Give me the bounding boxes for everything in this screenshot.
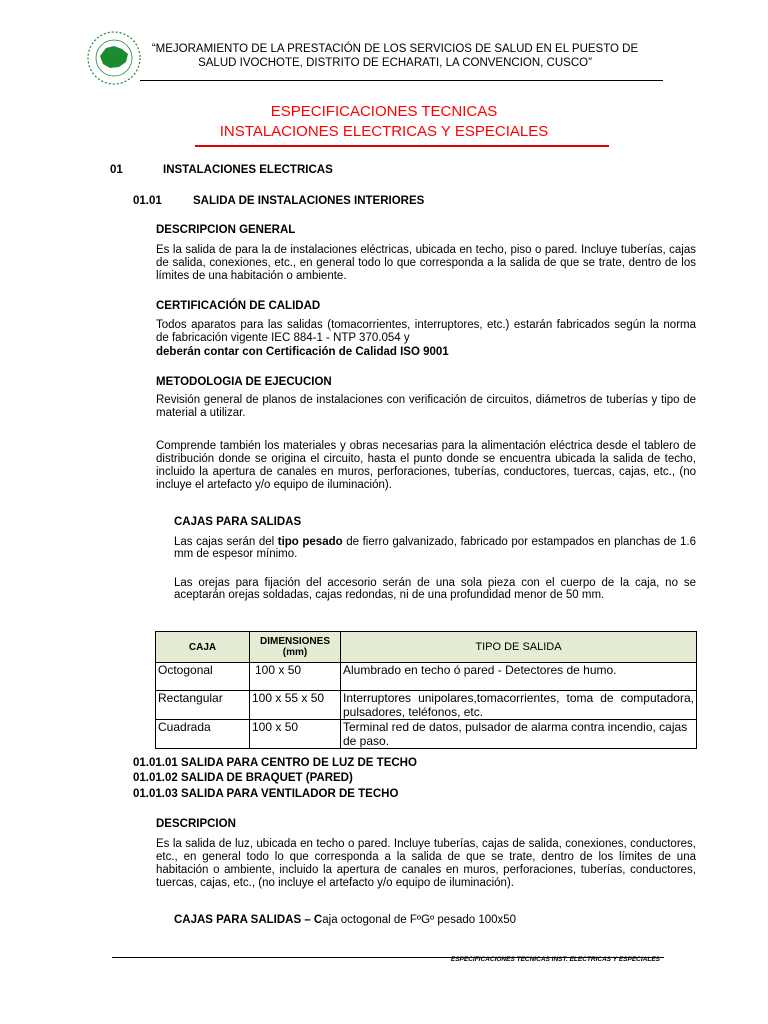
cajas-paragraph-1 [174,536,696,560]
metodologia-text-1: Revisión general de planos de instalaciones con verificación de circuitos, diámetros de tuberías y tipo de material a utilizar. [156,394,696,419]
cajas-table [155,631,697,749]
table-cell-tipo: Interruptores unipolares,tomacorrientes, toma de computadora, pulsadores, teléfonos, etc. [341,691,697,720]
table-header-tipo: TIPO DE SALIDA [341,632,697,663]
table-cell-tipo: Alumbrado en techo ó pared - Detectores de humo. [341,663,697,691]
table-cell-caja: Cuadrada [156,720,250,749]
list-item: 01.01.03 SALIDA PARA VENTILADOR DE TECHO [133,788,399,800]
section-title: INSTALACIONES ELECTRICAS [163,164,333,176]
title-underline [195,145,609,147]
project-header-line2: SALUD IVOCHOTE, DISTRITO DE ECHARATI, LA CONVENCION, CUSCO” [198,57,592,69]
header-divider [140,80,663,81]
metodologia-text-2: Comprende también los materiales y obras necesarias para la alimentación eléctrica desde el tablero de distribución donde se origina el circuito, hasta el punto donde se encuentra ubicada la salida de techo, incluido la apertura de canales en muros, perforaciones, tuberías, conductores, tuercas, cajas, etc., (no incluye el artefacto y/o equipo de iluminación). [156,440,696,491]
desc-general-text: Es la salida de para la de instalaciones eléctricas, ubicada en techo, piso o pared. Incluye tuberías, cajas de salida, conexiones, etc., en general todo lo que corresponda a la salida de que se trate, dentro de los límites de una habitación o ambiente. [156,244,696,282]
list-item: 01.01.02 SALIDA DE BRAQUET (PARED) [133,772,353,784]
table-header-dimensiones: DIMENSIONES (mm) [250,632,341,663]
descripcion-heading: DESCRIPCION [156,818,236,830]
cajas-p1-end: de fierro galvanizado, fabricado por estampados en planchas de 1.6 mm de espesor mínimo. [174,536,697,560]
subsection-title: SALIDA DE INSTALACIONES INTERIORES [193,195,425,207]
project-header [145,42,645,70]
certificacion-text: Todos aparatos para las salidas (tomacorrientes, interruptores, etc.) estarán fabricados según la norma de fabricación vigente IEC 884-1 - NTP 370.054 y [156,319,696,344]
cajas-paragraph-2: Las orejas para fijación del accesorio serán de una sola pieza con el cuerpo de la caja, no se aceptarán orejas soldadas, cajas redondas, ni de una profundidad menor de 50 mm. [174,577,696,601]
table-header-caja: CAJA [156,632,250,663]
desc-general-heading: DESCRIPCION GENERAL [156,224,296,236]
table-cell-dimensiones: 100 x 50 [250,663,341,691]
subsection-number: 01.01 [133,195,162,207]
certificacion-heading: CERTIFICACIÓN DE CALIDAD [156,300,321,312]
table-cell-caja: Rectangular [156,691,250,720]
table-cell-caja: Octogonal [156,663,250,691]
cajas-p1-bold: tipo pesado [277,536,343,548]
table-row [156,691,697,720]
document-subtitle: INSTALACIONES ELECTRICAS Y ESPECIALES [219,123,549,140]
section-number: 01 [110,164,123,176]
table-header-row [156,632,697,663]
cajas2-line [174,914,516,926]
cajas2-rest: aja octogonal de FºGº pesado 100x50 [322,914,517,926]
metodologia-heading: METODOLOGIA DE EJECUCION [156,376,332,388]
list-item: 01.01.01 SALIDA PARA CENTRO DE LUZ DE TECHO [133,757,417,769]
cajas-p1-start: Las cajas serán del [174,536,278,548]
certificacion-iso: deberán contar con Certificación de Calidad ISO 9001 [156,346,449,358]
table-row [156,720,697,749]
district-logo [86,30,142,86]
table-cell-tipo: Terminal red de datos, pulsador de alarma contra incendio, cajas de paso. [341,720,697,749]
table-cell-dimensiones: 100 x 55 x 50 [250,691,341,720]
project-header-line1: “MEJORAMIENTO DE LA PRESTACIÓN DE LOS SERVICIOS DE SALUD EN EL PUESTO DE [151,43,639,55]
document-title: ESPECIFICACIONES TECNICAS [270,103,498,120]
table-row [156,663,697,691]
footer-text: ESPECIFICACIONES TECNICAS INST. ELECTRICAS Y ESPECIALES [450,956,660,963]
descripcion-text: Es la salida de luz, ubicada en techo o pared. Incluye tuberías, cajas de salida, conexiones, conductores, etc., en general todo lo que corresponda a la salida de que se trate, dentro de los límites de una habitación o ambiente, incluido la apertura de canales en muros, perforaciones, tuberías, conductores, tuercas, cajas, etc., (no incluye el artefacto y/o equipo de iluminación). [156,838,696,889]
cajas-heading: CAJAS PARA SALIDAS [174,516,302,528]
cajas2-heading: CAJAS PARA SALIDAS – C [174,914,323,926]
table-cell-dimensiones: 100 x 50 [250,720,341,749]
